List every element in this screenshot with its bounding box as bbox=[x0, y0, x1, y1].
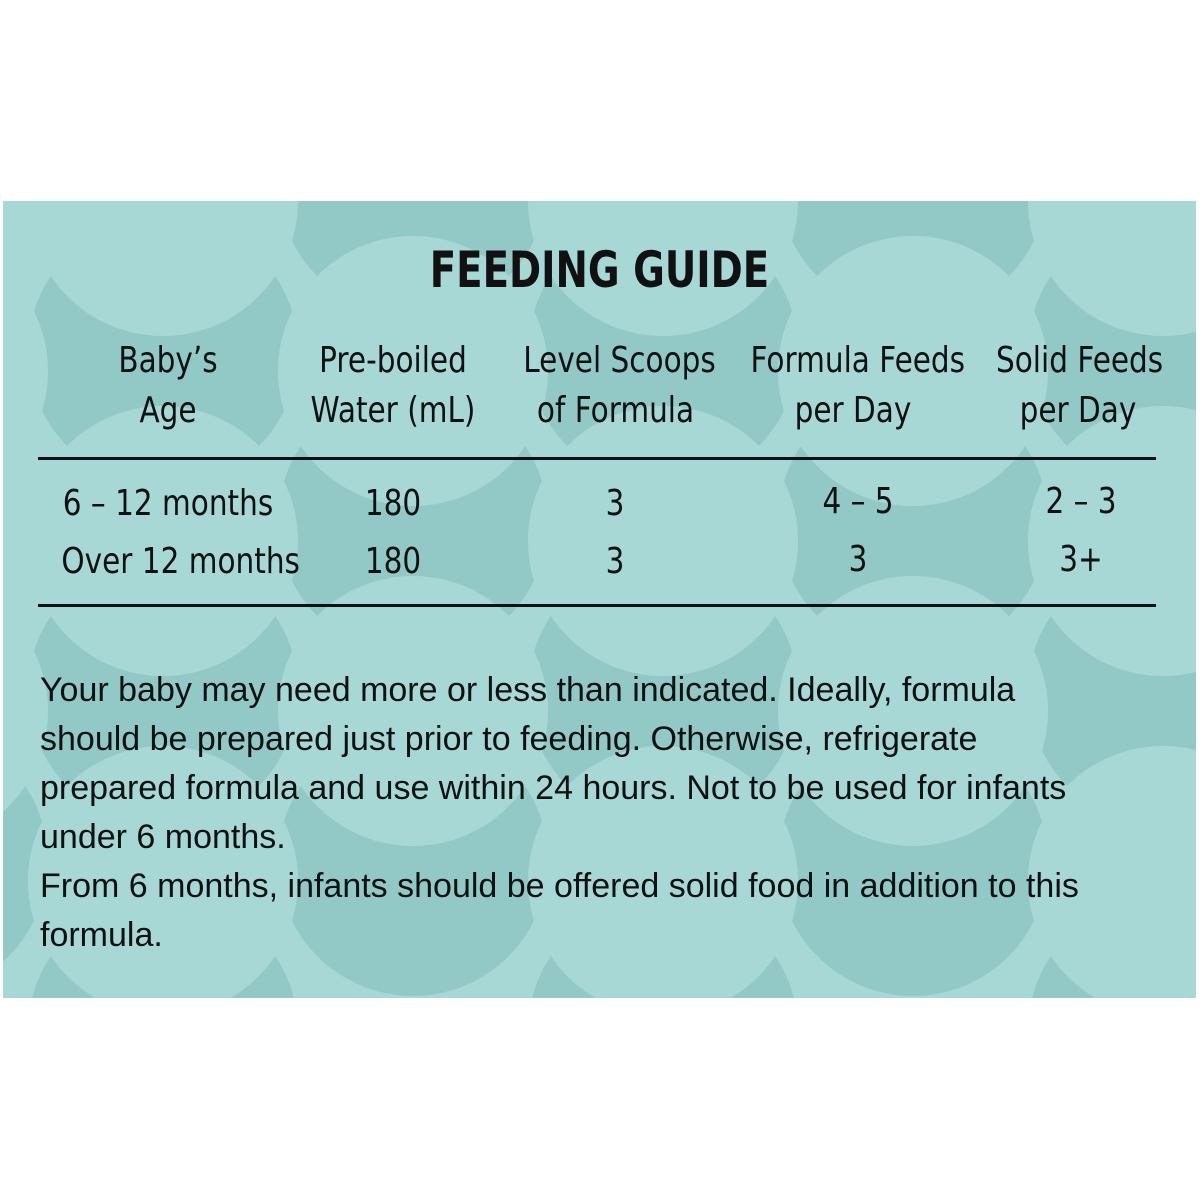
header-formula-feeds-line2: per Day bbox=[794, 390, 912, 431]
header-babys-age-line2: Age bbox=[139, 390, 197, 431]
note-line: From 6 months, infants should be offered solid food in addition to this bbox=[40, 867, 1079, 905]
header-water-line2: Water (mL) bbox=[310, 390, 476, 431]
header-water bbox=[303, 336, 483, 436]
row2-formula-feeds: 3 bbox=[848, 539, 868, 580]
row1-water: 180 bbox=[364, 483, 422, 524]
note-line: under 6 months. bbox=[40, 818, 286, 856]
row2-solid-feeds: 3+ bbox=[1059, 539, 1103, 580]
header-babys-age bbox=[86, 336, 250, 436]
header-solid-feeds bbox=[996, 336, 1164, 436]
header-formula-feeds-line1: Formula Feeds bbox=[750, 340, 966, 381]
note-line: prepared formula and use within 24 hours. Not to be used for infants bbox=[40, 769, 1067, 807]
row1-solid-feeds: 2 – 3 bbox=[1045, 481, 1117, 522]
note-line: Your baby may need more or less than indicated. Ideally, formula bbox=[40, 671, 1016, 709]
header-babys-age-line1: Baby’s bbox=[118, 340, 218, 381]
header-solid-feeds-line1: Solid Feeds bbox=[996, 340, 1164, 381]
header-scoops-line1: Level Scoops bbox=[523, 340, 716, 381]
table-top-rule bbox=[38, 457, 1156, 460]
header-water-line1: Pre-boiled bbox=[319, 340, 467, 381]
row2-age: Over 12 months bbox=[61, 541, 300, 582]
feeding-guide-title: FEEDING GUIDE bbox=[429, 241, 770, 299]
header-formula-feeds bbox=[750, 336, 966, 436]
table-bottom-rule bbox=[38, 604, 1156, 607]
note-line: formula. bbox=[40, 916, 163, 954]
header-solid-feeds-line2: per Day bbox=[1019, 390, 1137, 431]
row1-formula-feeds: 4 – 5 bbox=[822, 481, 894, 522]
note-line: should be prepared just prior to feeding. Otherwise, refrigerate bbox=[40, 720, 978, 758]
feeding-guide-panel bbox=[3, 201, 1196, 998]
feeding-guide-content bbox=[3, 201, 1196, 998]
row1-age: 6 – 12 months bbox=[62, 483, 274, 524]
row2-scoops: 3 bbox=[605, 541, 625, 582]
row1-scoops: 3 bbox=[605, 483, 625, 524]
row2-water: 180 bbox=[364, 541, 422, 582]
header-scoops bbox=[523, 336, 716, 436]
feeding-notes bbox=[40, 666, 1170, 960]
header-scoops-line2: of Formula bbox=[536, 390, 695, 431]
